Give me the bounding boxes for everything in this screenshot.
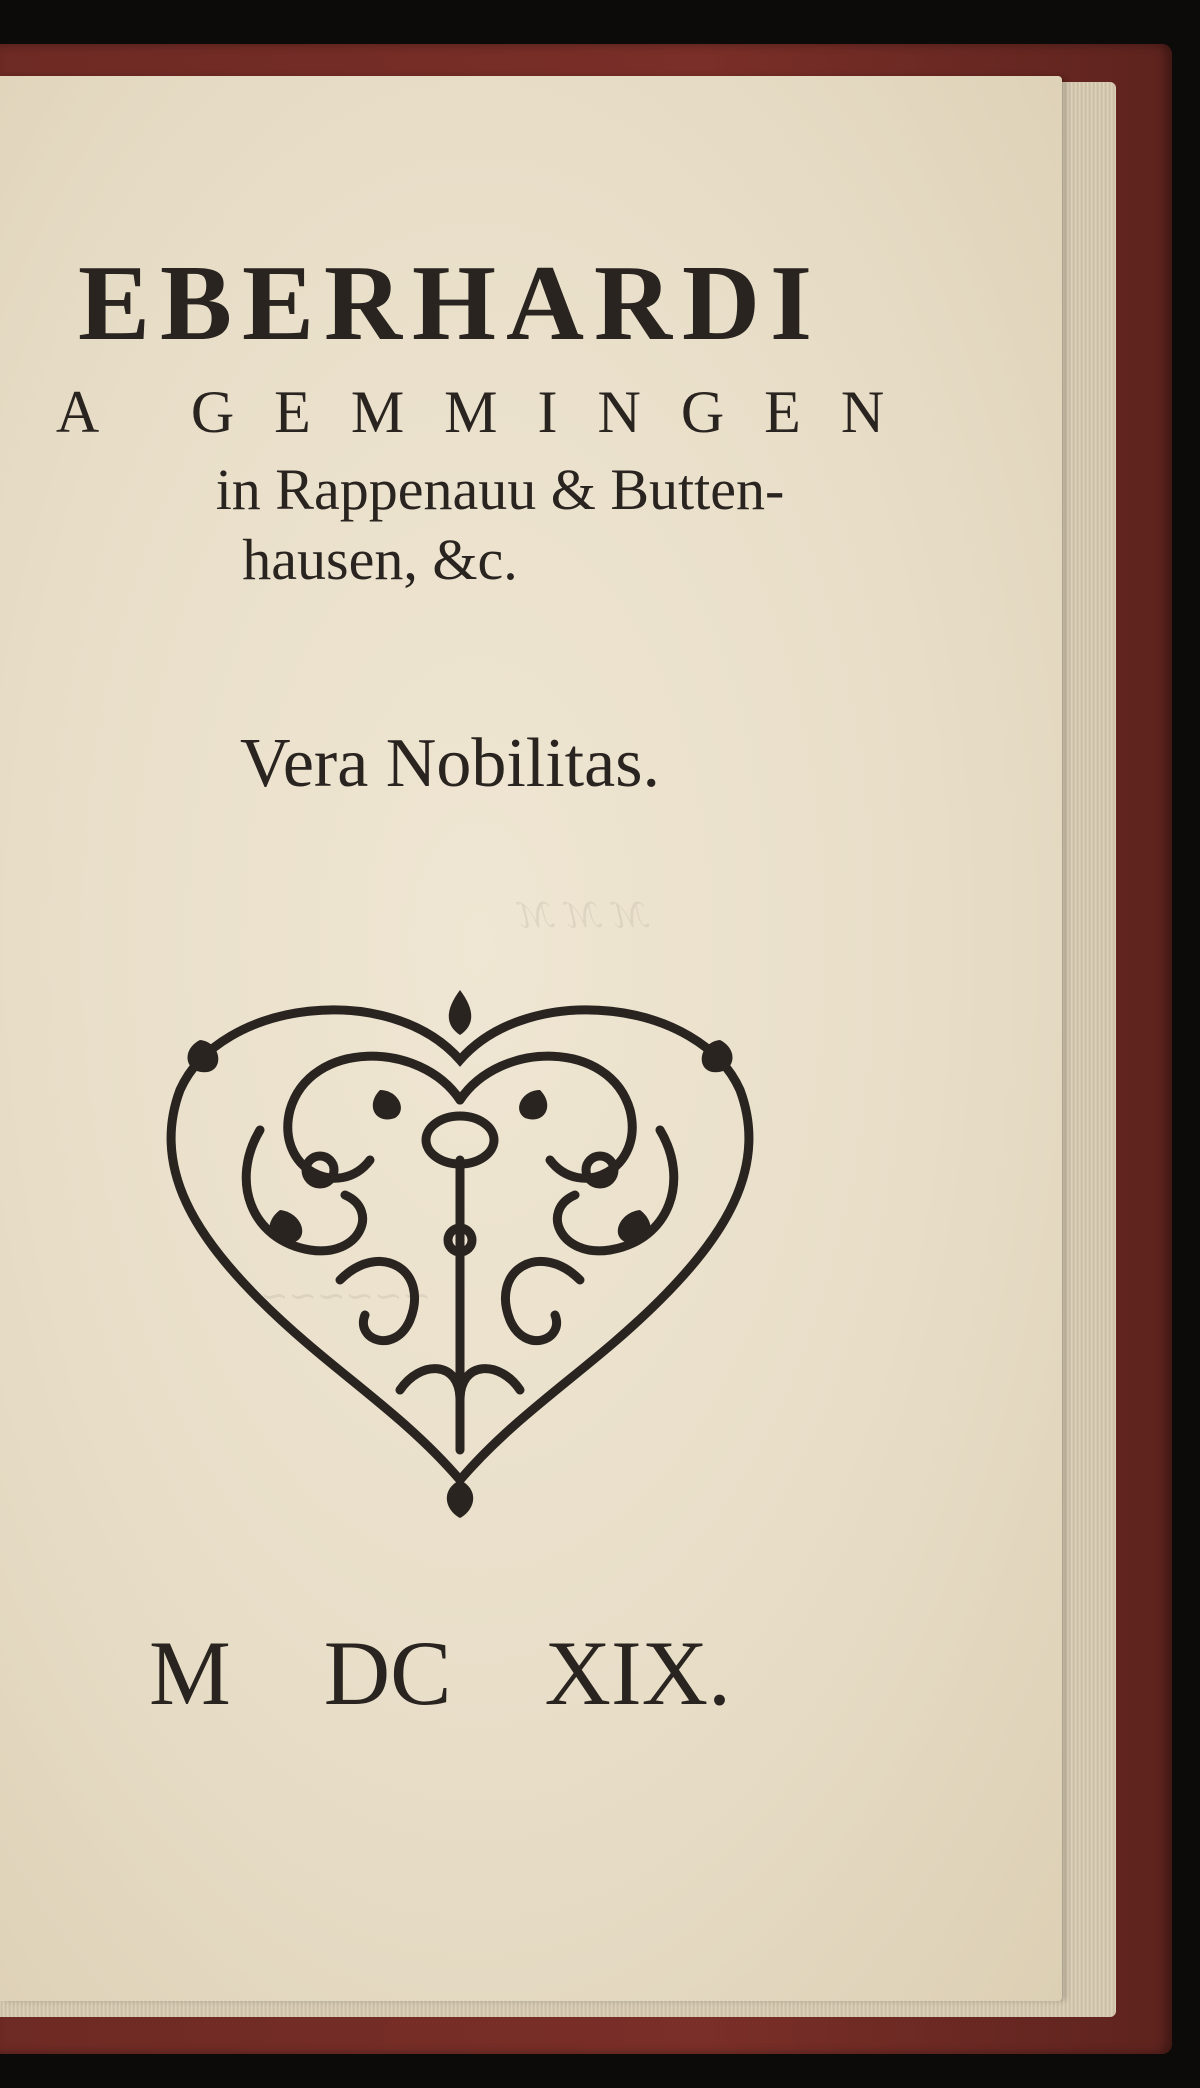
author-place-line-continued: hausen, &c. [242, 527, 518, 592]
author-place-line: in Rappenauu & Butten- [215, 457, 785, 522]
heart-shaped-fleuron-ornament-icon [140, 980, 780, 1520]
author-family-line: A GEMMINGEN [55, 379, 925, 445]
show-through: ~~~~~~ [260, 1276, 431, 1316]
imprint-date: M DC XIX. [148, 1622, 732, 1724]
show-through: ℳ ℳ ℳ [520, 896, 651, 936]
work-title: Vera Nobilitas. [240, 725, 660, 802]
author-name-line: EBERHARDI [77, 244, 823, 363]
